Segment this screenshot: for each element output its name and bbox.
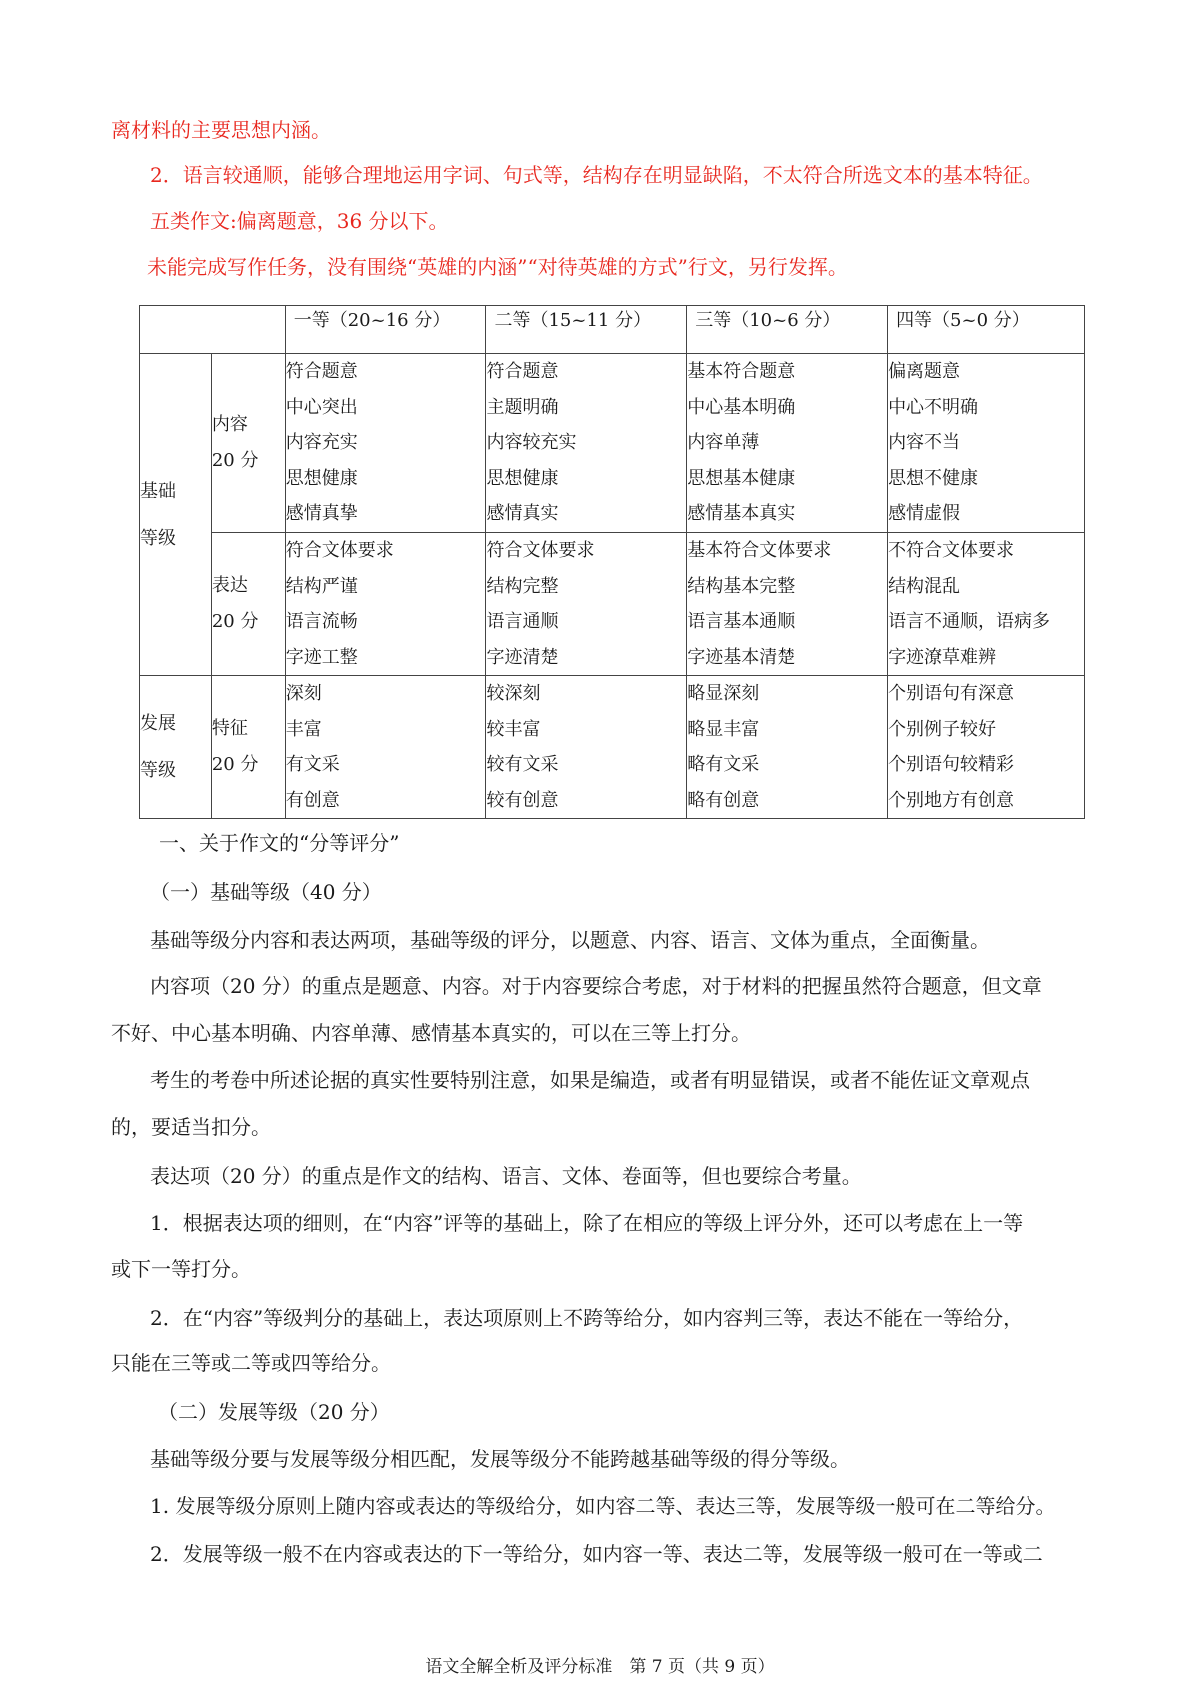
cell-text: 深刻 [285,683,322,704]
content-grade-2 [486,354,687,533]
cell-text: 中心突出 [285,396,358,418]
cell-text: 思想不健康 [888,467,979,489]
cell-text: 内容单薄 [687,432,760,453]
cell-text: 字迹清楚 [486,646,559,668]
cell-text: 基本符合文体要求 [687,540,832,561]
content-grade-3 [687,354,888,533]
feature-label [211,676,285,819]
intro-line-3: 五类作文:偏离题意，36 分以下。 [150,209,449,233]
content-label [211,354,285,533]
expression-grade-1 [285,533,486,676]
cell-text: 内容充实 [285,432,358,453]
cell-text: 有文采 [285,754,340,775]
paragraph-rule-2b: 只能在三等或二等或四等给分。 [111,1351,391,1375]
expression-label [211,533,285,676]
cell-text: 较丰富 [486,718,541,740]
group-basic-line1: 基础 [140,480,176,502]
paragraph-expression: 表达项（20 分）的重点是作文的结构、语言、文体、卷面等，但也要综合考量。 [150,1164,862,1188]
feature-grade-1 [285,676,486,819]
cell-text: 语言流畅 [285,611,358,632]
feature-grade-3 [687,676,888,819]
content-grade-1 [285,354,486,533]
header-grade-3: 三等（10~6 分） [687,306,888,354]
group-dev-line2: 等级 [140,760,176,781]
cell-text: 符合题意 [486,361,559,382]
paragraph-rule-2a: 2．在“内容”等级判分的基础上，表达项原则上不跨等给分，如内容判三等，表达不能在一等给分， [150,1306,1024,1330]
cell-text: 中心不明确 [888,396,979,418]
grading-table [139,305,1085,819]
intro-line-2: 2．语言较通顺，能够合理地运用字词、句式等，结构存在明显缺陷，不太符合所选文本的基本特征。 [150,163,1043,187]
paragraph-content-b: 不好、中心基本明确、内容单薄、感情基本真实的，可以在三等上打分。 [111,1021,751,1045]
cell-text: 思想基本健康 [687,467,796,489]
cell-text: 中心基本明确 [687,396,796,418]
page-footer: 语文全解全析及评分标准 第 7 页（共 9 页） [425,1657,775,1677]
table-row-expression [140,533,1085,676]
cell-text: 偏离题意 [888,361,961,382]
cell-text: 符合文体要求 [486,540,595,561]
cell-text: 符合文体要求 [285,540,394,561]
paragraph-dev-rule-2: 2．发展等级一般不在内容或表达的下一等给分，如内容一等、表达二等，发展等级一般可在一等或二 [150,1542,1043,1566]
cell-text: 丰富 [285,718,322,740]
cell-text: 结构严谨 [285,575,358,597]
expression-grade-2 [486,533,687,676]
content-grade-4 [888,354,1085,533]
cell-text: 略显深刻 [687,683,760,704]
cell-text: 略有文采 [687,754,760,775]
paragraph-development: 基础等级分要与发展等级分相匹配，发展等级分不能跨越基础等级的得分等级。 [150,1447,850,1471]
cell-text: 较有创意 [486,789,559,811]
group-basic-label [140,354,212,676]
cell-text: 感情基本真实 [687,503,796,524]
cell-text: 字迹潦草难辨 [888,646,997,668]
table-header-row [140,306,1085,354]
group-dev-line1: 发展 [140,713,176,734]
cell-text: 语言基本通顺 [687,611,796,632]
content-label-line1: 内容 [211,414,248,435]
expression-label-line2: 20 分 [211,611,259,632]
cell-text: 不符合文体要求 [888,540,1015,561]
subsection-basic: （一）基础等级（40 分） [150,880,382,904]
cell-text: 较有文采 [486,754,559,775]
paragraph-rule-1a: 1．根据表达项的细则，在“内容”评等的基础上，除了在相应的等级上评分外，还可以考虑在上一等 [150,1211,1024,1235]
cell-text: 结构完整 [486,575,559,597]
cell-text: 内容不当 [888,432,961,453]
group-dev-label [140,676,212,819]
paragraph-basic: 基础等级分内容和表达两项，基础等级的评分，以题意、内容、语言、文体为重点，全面衡量。 [150,928,990,952]
intro-line-4: 未能完成写作任务，没有围绕“英雄的内涵”“对待英雄的方式”行文，另行发挥。 [147,255,848,279]
cell-text: 思想健康 [486,467,559,489]
cell-text: 有创意 [285,789,340,811]
cell-text: 语言通顺 [486,611,559,632]
paragraph-evidence-a: 考生的考卷中所述论据的真实性要特别注意，如果是编造，或者有明显错误，或者不能佐证文章观点 [150,1068,1030,1092]
cell-text: 内容较充实 [486,432,577,453]
cell-text: 结构基本完整 [687,575,796,597]
cell-text: 基本符合题意 [687,361,796,382]
cell-text: 略显丰富 [687,718,760,740]
cell-text: 思想健康 [285,467,358,489]
cell-text: 感情虚假 [888,503,961,524]
expression-label-line1: 表达 [211,575,248,596]
table-corner-cell [140,306,286,354]
expression-grade-4 [888,533,1085,676]
cell-text: 个别地方有创意 [888,789,1015,811]
header-grade-4: 四等（5~0 分） [888,306,1085,354]
table-row-feature [140,676,1085,819]
section-heading: 一、关于作文的“分等评分” [159,831,400,855]
paragraph-content-a: 内容项（20 分）的重点是题意、内容。对于内容要综合考虑，对于材料的把握虽然符合题意，但文章 [150,974,1042,998]
content-label-line2: 20 分 [211,450,259,471]
cell-text: 个别语句有深意 [888,683,1015,704]
paragraph-evidence-b: 的，要适当扣分。 [111,1115,271,1139]
cell-text: 个别语句较精彩 [888,754,1015,775]
cell-text: 符合题意 [285,361,358,382]
cell-text: 感情真实 [486,503,559,524]
cell-text: 较深刻 [486,683,541,704]
paragraph-dev-rule-1: 1. 发展等级分原则上随内容或表达的等级给分，如内容二等、表达三等，发展等级一般可在二等给分。 [150,1494,1056,1518]
paragraph-rule-1b: 或下一等打分。 [111,1257,251,1281]
cell-text: 主题明确 [486,396,559,418]
expression-grade-3 [687,533,888,676]
intro-line-1: 离材料的主要思想内涵。 [111,118,331,142]
feature-grade-4 [888,676,1085,819]
feature-grade-2 [486,676,687,819]
cell-text: 字迹工整 [285,646,358,668]
cell-text: 字迹基本清楚 [687,646,796,668]
subsection-development: （二）发展等级（20 分） [158,1400,390,1424]
header-grade-2: 二等（15~11 分） [486,306,687,354]
cell-text: 感情真挚 [285,503,358,524]
table-row-content [140,354,1085,533]
feature-label-line2: 20 分 [211,754,259,775]
cell-text: 个别例子较好 [888,718,997,740]
cell-text: 结构混乱 [888,575,961,597]
feature-label-line1: 特征 [211,718,248,739]
cell-text: 略有创意 [687,789,760,811]
group-basic-line2: 等级 [140,527,176,549]
header-grade-1: 一等（20~16 分） [285,306,486,354]
cell-text: 语言不通顺，语病多 [888,611,1051,632]
